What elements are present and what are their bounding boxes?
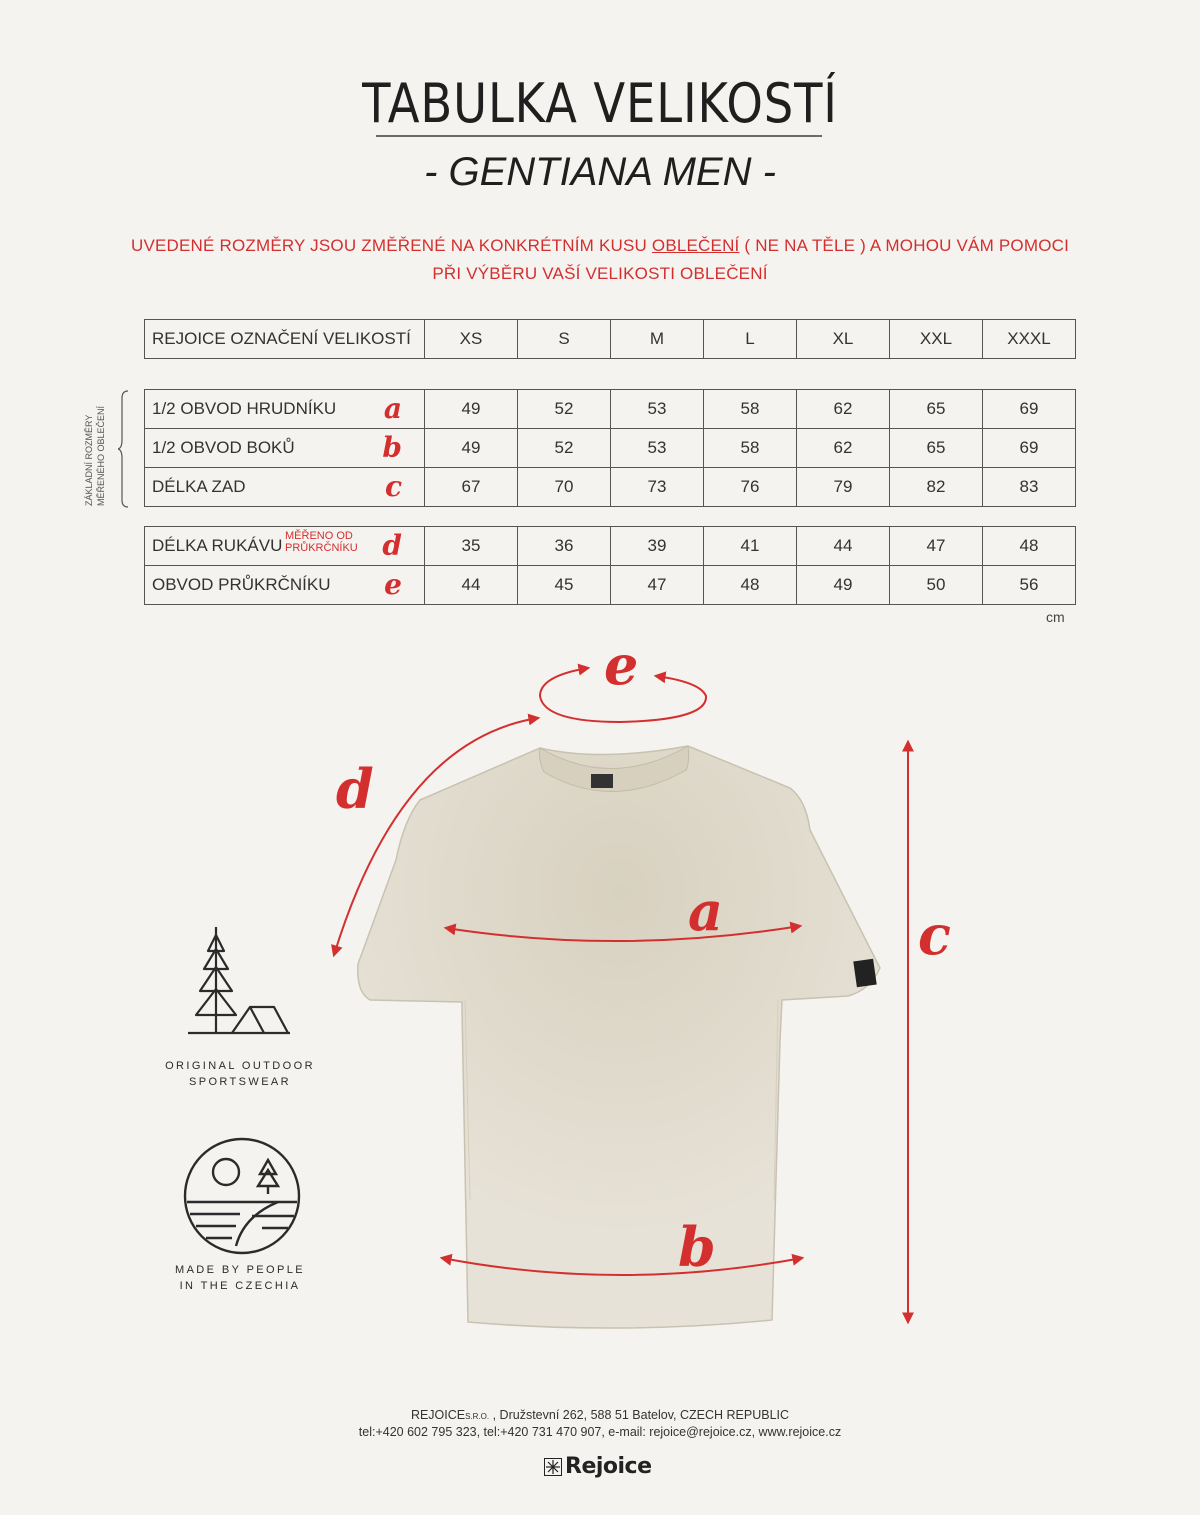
outdoor-badge-text — [140, 1058, 340, 1090]
side-note-line2: MĚŘENÉHO OBLEČENÍ — [96, 405, 106, 506]
outdoor-line1: ORIGINAL OUTDOOR — [165, 1060, 315, 1072]
letter-label: e — [384, 568, 402, 601]
note-text-underlined: OBLEČENÍ — [651, 236, 740, 255]
size-header-cell: S — [518, 320, 611, 359]
size-header-table — [144, 319, 1076, 359]
table-cell: 79 — [797, 468, 890, 507]
letter-label: c — [384, 470, 402, 503]
extra-measurements-table — [144, 526, 1076, 605]
page-title: TABULKA VELIKOSTÍ — [362, 72, 838, 135]
table-cell: 82 — [890, 468, 983, 507]
size-header-cell: XL — [797, 320, 890, 359]
table-cell: 49 — [425, 390, 518, 429]
table-cell: 67 — [425, 468, 518, 507]
size-header-cell: L — [704, 320, 797, 359]
size-header-cell: XXL — [890, 320, 983, 359]
table-row — [145, 429, 1076, 468]
rejoice-logo-icon — [544, 1458, 562, 1476]
page-subtitle: - GENTIANA MEN - — [424, 150, 776, 194]
note-text-b: ( NE NA TĚLE ) A MOHOU VÁM POMOCI — [739, 236, 1070, 255]
row-label-cell — [145, 390, 425, 429]
label-a: a — [688, 879, 723, 943]
table-cell: 65 — [890, 390, 983, 429]
note-text-a: UVEDENÉ ROZMĚRY JSOU ZMĚŘENÉ NA KONKRÉTNÍM KUSU — [130, 236, 652, 255]
table-cell: 53 — [611, 429, 704, 468]
row-label: 1/2 OBVOD HRUDNÍKU — [152, 399, 337, 418]
table-cell: 58 — [704, 429, 797, 468]
footer-address — [0, 1408, 1200, 1422]
row-label-cell — [145, 566, 425, 605]
table-cell: 48 — [983, 527, 1076, 566]
table-cell: 50 — [890, 566, 983, 605]
table-cell: 70 — [518, 468, 611, 507]
letter-label: d — [382, 529, 402, 562]
footer-company: REJOICE — [410, 1408, 466, 1422]
label-e: e — [604, 640, 639, 697]
label-b: b — [678, 1215, 716, 1279]
measurement-note-line2: PŘI VÝBĚRU VAŠÍ VELIKOSTI OBLEČENÍ — [432, 264, 768, 283]
made-line1: MADE BY PEOPLE — [175, 1264, 305, 1276]
row-label: DÉLKA RUKÁVU — [152, 536, 283, 555]
title-divider — [376, 135, 822, 137]
made-badge-text — [140, 1262, 340, 1294]
table-cell: 47 — [890, 527, 983, 566]
czechia-landscape-icon — [182, 1136, 302, 1256]
table-cell: 41 — [704, 527, 797, 566]
table-cell: 73 — [611, 468, 704, 507]
size-header-cell: XXXL — [983, 320, 1076, 359]
table-row — [145, 527, 1076, 566]
table-cell: 36 — [518, 527, 611, 566]
side-note-line1: ZÁKLADNÍ ROZMĚRY — [84, 414, 94, 506]
measured-note-line2: PRŮKRČNÍKU — [285, 542, 358, 554]
table-cell: 58 — [704, 390, 797, 429]
table-cell: 47 — [611, 566, 704, 605]
footer-address-text: , Družstevní 262, 588 51 Batelov, CZECH REPUBLIC — [489, 1408, 790, 1422]
letter-label: a — [383, 392, 402, 425]
outdoor-line2: SPORTSWEAR — [188, 1076, 292, 1088]
brace-icon — [118, 390, 130, 508]
measurement-note-line1 — [0, 236, 1200, 256]
label-d: d — [336, 757, 374, 821]
table-cell: 48 — [704, 566, 797, 605]
table-row — [145, 468, 1076, 507]
table-row — [145, 390, 1076, 429]
table-cell: 39 — [611, 527, 704, 566]
letter-label: b — [382, 431, 402, 464]
basic-measurements-note — [60, 388, 114, 508]
table-cell: 69 — [983, 429, 1076, 468]
table-cell: 76 — [704, 468, 797, 507]
table-cell: 65 — [890, 429, 983, 468]
table-cell: 44 — [797, 527, 890, 566]
table-cell: 45 — [518, 566, 611, 605]
tshirt-illustration — [358, 746, 880, 1328]
table-cell: 83 — [983, 468, 1076, 507]
row-label-cell — [145, 468, 425, 507]
table-row — [145, 566, 1076, 605]
table-cell: 52 — [518, 390, 611, 429]
size-header-cell: M — [611, 320, 704, 359]
rejoice-logo-text: Rejoice — [565, 1454, 652, 1479]
tree-tent-icon — [180, 925, 294, 1037]
table-cell: 49 — [797, 566, 890, 605]
table-cell: 52 — [518, 429, 611, 468]
unit-label: cm — [1046, 609, 1065, 625]
measured-note-line1: MĚŘENO OD — [285, 530, 353, 542]
row-label: OBVOD PRŮKRČNÍKU — [152, 575, 331, 594]
row-label-cell — [145, 527, 425, 566]
made-line2: IN THE CZECHIA — [179, 1280, 301, 1292]
row-label: 1/2 OBVOD BOKŮ — [152, 438, 295, 457]
table-cell: 62 — [797, 429, 890, 468]
row-label: DÉLKA ZAD — [152, 477, 246, 496]
table-cell: 69 — [983, 390, 1076, 429]
table-cell: 49 — [425, 429, 518, 468]
table-cell: 44 — [425, 566, 518, 605]
measured-from-note — [285, 530, 358, 554]
table-cell: 56 — [983, 566, 1076, 605]
table-cell: 53 — [611, 390, 704, 429]
size-header-cell: XS — [425, 320, 518, 359]
row-label-cell — [145, 429, 425, 468]
basic-measurements-table — [144, 389, 1076, 507]
label-c: c — [918, 903, 951, 967]
footer-company-suffix: S.R.O. — [465, 1412, 490, 1421]
size-header-row — [145, 320, 1076, 359]
table-cell: 62 — [797, 390, 890, 429]
table-cell: 35 — [425, 527, 518, 566]
size-header-label: REJOICE OZNAČENÍ VELIKOSTÍ — [145, 320, 425, 359]
footer-contacts: tel:+420 602 795 323, tel:+420 731 470 907, e-mail: rejoice@rejoice.cz, www.rejoice.cz — [358, 1425, 842, 1439]
